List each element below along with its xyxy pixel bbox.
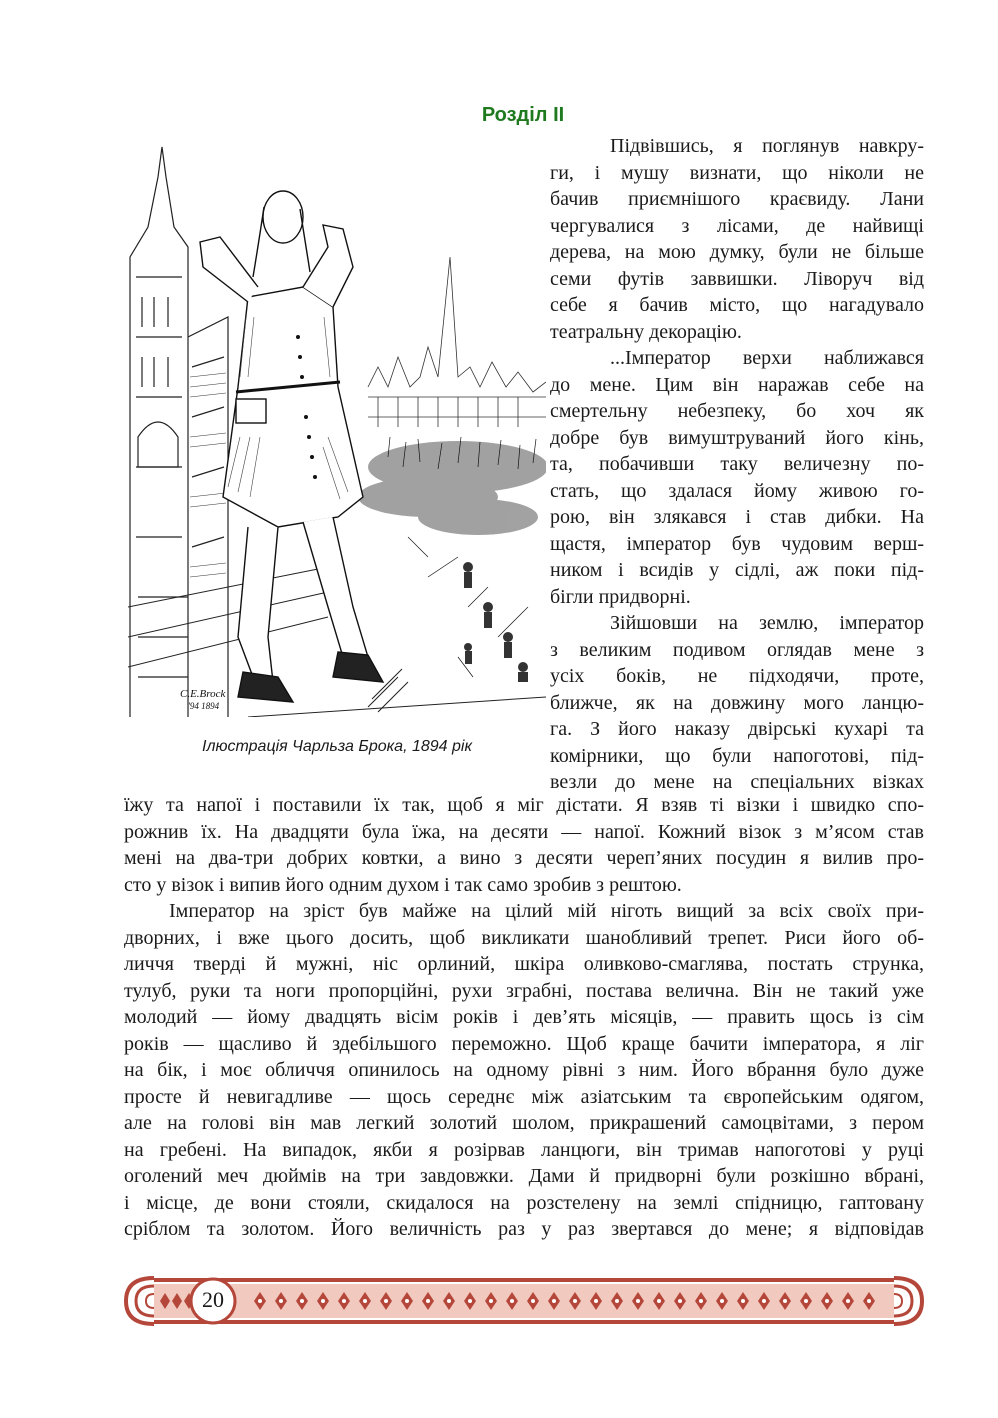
text-line: бігли придворні. (550, 585, 691, 608)
text-line: щастя, імператор був чудовим верш- (550, 532, 924, 555)
text-line: везли до мене на спеціальних візках (550, 771, 924, 793)
text-line: Підвівшись, я поглянув навкру- (610, 135, 924, 157)
illustration-drawing (128, 137, 546, 717)
chapter-title: Розділ ІІ (481, 104, 565, 126)
signature-date: '94 1894 (188, 701, 220, 711)
text-line: молодий — йому двадцять вісім років і дев’ять місяців, — править щось із сім (124, 1006, 924, 1028)
text-line: ...Імператор верхи наближався (610, 347, 924, 369)
text-line: ником і всидів у сідлі, аж поки під- (550, 559, 924, 581)
text-line: дерева, на мою думку, були не більше (550, 241, 924, 263)
text-line: та, побачивши таку величезну по- (550, 453, 924, 475)
text-line: смертельну небезпеку, бо хоч як (550, 400, 924, 422)
text-line: га. З його наказу двірські кухарі та (550, 718, 924, 740)
text-line: їжу та напої і поставили їх так, щоб я міг дістати. Я взяв ті візки і швидко спо- (124, 794, 924, 816)
text-line: рою, він злякався і став дибки. На (550, 506, 924, 528)
text-line: оголений меч дюймів на три завдовжки. Дами й придворні були розкішно вбрані, (124, 1165, 924, 1187)
text-line: до мене. Цим він наражав себе на (550, 373, 924, 396)
text-line: Імператор на зріст був майже на цілий мій ніготь вищий за всіх своїх при- (169, 900, 924, 922)
footer-ornament (124, 1272, 924, 1330)
text-line: ближче, як на довжину мого ланцю- (550, 691, 924, 714)
ornament-border-icon (124, 1272, 924, 1330)
text-line: Зійшовши на землю, імператор (610, 612, 924, 634)
right-column-text (550, 133, 924, 796)
text-line: семи футів заввишки. Ліворуч від (550, 267, 924, 290)
text-line: тулуб, руки та ноги пропорційні, рухи зграбні, постава велична. Він не такий уже (124, 979, 924, 1002)
illustration (128, 137, 546, 717)
full-width-text (124, 792, 924, 1243)
page-number: 20 (202, 1287, 224, 1312)
text-line: рожнив їх. На двадцяти була їжа, на десяти — напої. Кожний візок з м’ясом став (124, 820, 924, 843)
text-line: сто у візок і випив його одним духом і так само зробив з рештою. (124, 873, 682, 896)
text-line: сріблом та золотом. Його величність раз у раз звертався до мене; я відповідав (124, 1218, 924, 1240)
text-line: ги, і мушу визнати, що ніколи не (550, 161, 924, 184)
text-line: просте й невигадливе — щось середнє між азіатським та європейським одягом, (124, 1085, 924, 1108)
text-line: на бік, і моє обличчя опинилось на одному рівні з ним. Його вбрання було дуже (124, 1059, 924, 1081)
text-line: але на голові він мав легкий золотий шолом, прикрашений самоцвітами, з пером (124, 1112, 924, 1134)
text-line: з великим подивом оглядав мене з (550, 638, 924, 661)
text-line: дворних, і вже цього досить, щоб викликати шанобливий трепет. Риси його об- (124, 926, 924, 949)
text-line: комірники, що були напоготові, під- (550, 744, 924, 767)
text-line: і місце, де вони стояли, скидалося на розстелену на землі спідницю, гаптовану (124, 1191, 924, 1214)
text-line: чергувалися з лісами, де найвищі (550, 214, 924, 237)
text-line: театральну декорацію. (550, 320, 742, 343)
text-line: на гребені. На випадок, якби я розірвав ланцюги, він тримав напоготові у руці (124, 1138, 924, 1161)
text-line: років — щасливо й здебільшого переможно. Щоб краще бачити імператора, я ліг (124, 1032, 924, 1055)
text-line: бачив приємнішого краєвиду. Лани (550, 188, 924, 210)
text-line: усіх боків, не підходячи, проте, (550, 665, 924, 687)
text-line: стать, що здалася йому живою го- (550, 479, 924, 502)
text-line: личчя тверді й мужні, ніс орлиний, шкіра оливково-смаглява, постать струнка, (124, 953, 924, 975)
text-line: добре був вимуштруваний його кінь, (550, 426, 924, 449)
signature: C.E.Brock (180, 688, 226, 700)
text-line: мені на два-три добрих ковтки, а вино з десяти череп’яних посудин я вилив про- (124, 847, 924, 869)
text-line: себе я бачив місто, що нагадувало (550, 294, 924, 316)
figure-caption: Ілюстрація Чарльза Брока, 1894 рік (202, 738, 472, 755)
